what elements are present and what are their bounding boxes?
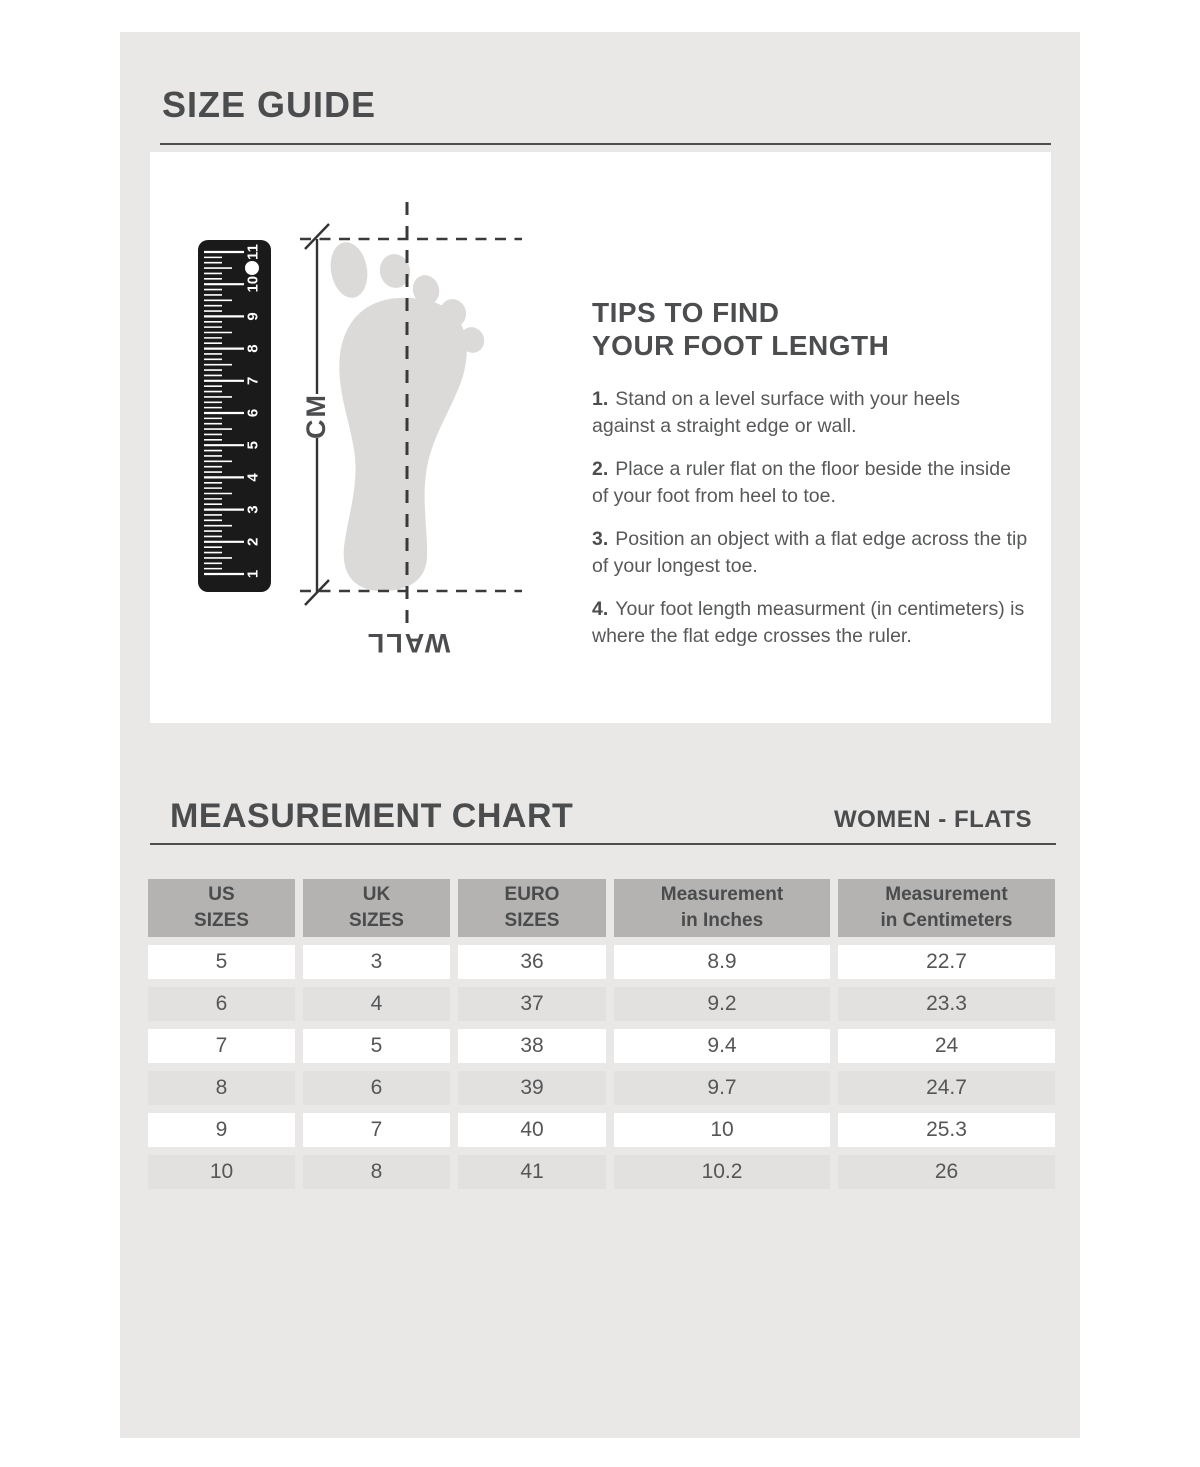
ruler-number: 11 (244, 244, 262, 260)
tip-text: Stand on a level surface with your heels against a straight edge or wall. (592, 388, 960, 437)
table-cell: 8 (303, 1155, 450, 1189)
table-cell: 40 (458, 1113, 606, 1147)
tips-section (592, 296, 1028, 666)
col-header-euro (458, 879, 606, 937)
table-cell: 25.3 (838, 1113, 1055, 1147)
cm-label: CM (301, 393, 331, 439)
ruler-number: 1 (244, 569, 262, 579)
ruler-number: 5 (244, 441, 262, 450)
ruler-number: 7 (244, 376, 262, 385)
col-header-line: in Centimeters (880, 910, 1013, 931)
table-cell: 10.2 (614, 1155, 830, 1189)
table-cell: 7 (148, 1029, 295, 1063)
table-cell: 9.4 (614, 1029, 830, 1063)
tips-title-line1: TIPS TO FIND (592, 297, 780, 328)
ruler-number: 8 (244, 344, 262, 353)
col-header-line: Measurement (660, 884, 784, 905)
ruler-number: 4 (244, 473, 262, 482)
col-header-line: SIZES (194, 910, 249, 931)
tip-item (592, 526, 1028, 580)
ruler-number: 9 (244, 312, 262, 321)
measurement-chart-category: WOMEN - FLATS (833, 806, 1032, 833)
table-cell: 38 (458, 1029, 606, 1063)
tip-number: 4. (592, 598, 609, 620)
page-title: SIZE GUIDE (162, 84, 377, 125)
table-cell: 7 (303, 1113, 450, 1147)
table-cell: 39 (458, 1071, 606, 1105)
ruler-hole (245, 261, 259, 275)
table-cell: 23.3 (838, 987, 1055, 1021)
col-header-cm (838, 879, 1055, 937)
tip-number: 3. (592, 528, 609, 550)
tip-number: 1. (592, 388, 609, 410)
ruler-number: 10 (244, 275, 262, 293)
size-guide-card (120, 32, 1080, 1438)
table-cell: 26 (838, 1155, 1055, 1189)
table-cell: 9.2 (614, 987, 830, 1021)
col-header-line: in Inches (680, 910, 764, 931)
measurement-chart-header (170, 799, 1032, 834)
col-header-line: SIZES (349, 910, 404, 931)
chart-divider (150, 843, 1056, 845)
table-cell: 6 (148, 987, 295, 1021)
table-cell: 22.7 (838, 945, 1055, 979)
table-cell: 4 (303, 987, 450, 1021)
tips-title-line2: YOUR FOOT LENGTH (592, 330, 890, 361)
col-header-inches (614, 879, 830, 937)
table-cell: 41 (458, 1155, 606, 1189)
table-cell: 5 (303, 1029, 450, 1063)
table-cell: 6 (303, 1071, 450, 1105)
table-cell: 9.7 (614, 1071, 830, 1105)
tips-title (592, 296, 1028, 362)
table-cell: 10 (614, 1113, 830, 1147)
table-cell: 8 (148, 1071, 295, 1105)
table-cell: 24 (838, 1029, 1055, 1063)
table-cell: 5 (148, 945, 295, 979)
table-cell: 8.9 (614, 945, 830, 979)
table-cell: 3 (303, 945, 450, 979)
table-cell: 10 (148, 1155, 295, 1189)
tip-number: 2. (592, 458, 609, 480)
ruler-number: 2 (244, 537, 262, 546)
tip-item (592, 596, 1028, 650)
tip-text: Your foot length measurment (in centimeters) is where the flat edge crosses the ruler. (592, 598, 1025, 647)
col-header-line: US (208, 884, 235, 905)
tip-text: Place a ruler flat on the floor beside the inside of your foot from heel to toe. (592, 458, 1011, 507)
col-header-uk (303, 879, 450, 937)
tip-item (592, 386, 1028, 440)
table-cell: 37 (458, 987, 606, 1021)
measurement-chart-title: MEASUREMENT CHART (170, 797, 574, 835)
col-header-line: SIZES (504, 910, 560, 931)
title-divider (160, 143, 1051, 145)
table-cell: 24.7 (838, 1071, 1055, 1105)
size-table (148, 879, 1055, 1189)
col-header-line: UK (362, 884, 391, 905)
table-cell: 9 (148, 1113, 295, 1147)
wall-label: WALL (365, 628, 451, 658)
tip-text: Position an object with a flat edge across the tip of your longest toe. (592, 528, 1028, 577)
table-cell: 36 (458, 945, 606, 979)
ruler-number: 6 (244, 408, 262, 418)
tip-item (592, 456, 1028, 510)
foot-measurement-panel (150, 152, 1051, 723)
col-header-us (148, 879, 295, 937)
ruler-number: 3 (244, 505, 262, 514)
col-header-line: EURO (504, 884, 560, 905)
col-header-line: Measurement (885, 884, 1008, 905)
